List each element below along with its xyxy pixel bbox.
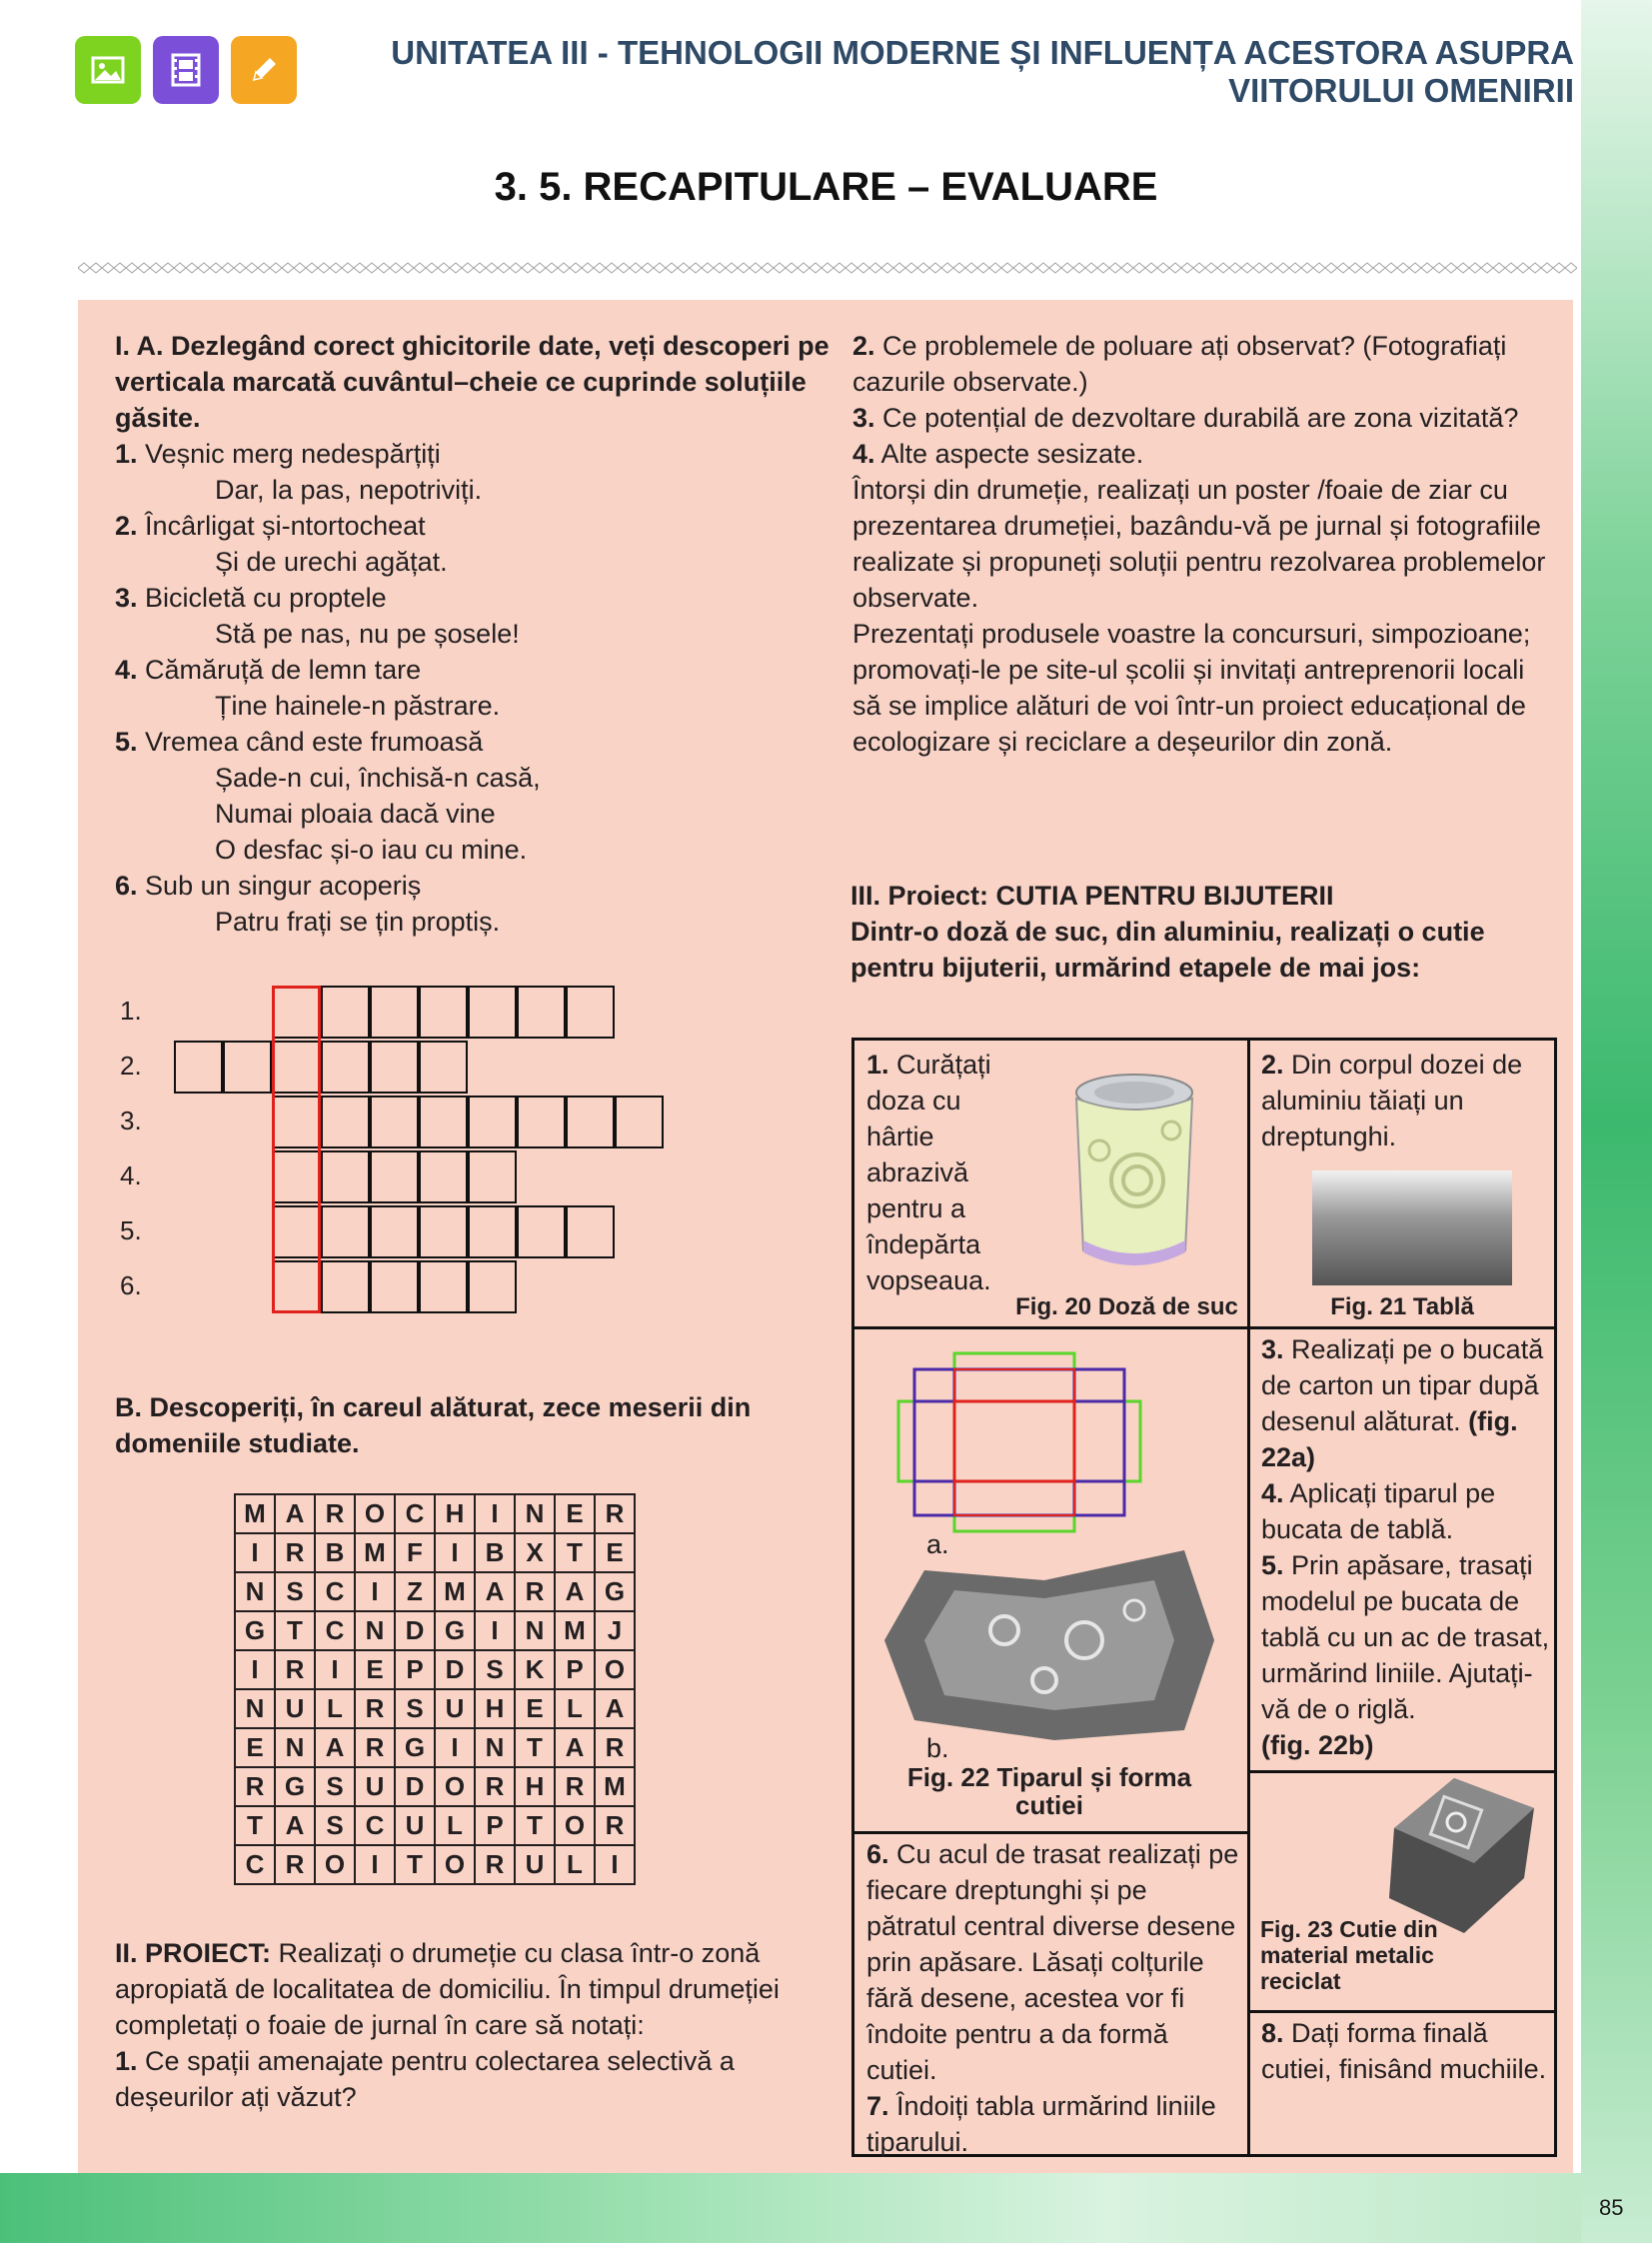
grid-letter: R: [475, 1767, 515, 1806]
grid-letter: U: [395, 1806, 435, 1845]
grid-letter: A: [275, 1494, 315, 1533]
fig23-caption: Fig. 23 Cutie din material metalic reciclat: [1260, 1916, 1438, 1994]
grid-letter: N: [275, 1728, 315, 1767]
grid-letter: I: [475, 1611, 515, 1650]
crossword-cell: [321, 1150, 370, 1203]
crossword-cell: [419, 986, 468, 1039]
grid-letter: R: [595, 1806, 635, 1845]
grid-letter: N: [355, 1611, 395, 1650]
page-number: 85: [1599, 2195, 1624, 2220]
crossword-cell: [321, 986, 370, 1039]
grid-letter: I: [355, 1845, 395, 1884]
fig22-caption: Fig. 22 Tiparul și forma cutiei: [906, 1762, 1192, 1820]
table-divider: [854, 1326, 1554, 1329]
step-1: 1. Curățați doza cu hârtie abrazivă pentru a îndepărta vopseaua.: [866, 1050, 991, 1295]
grid-letter: T: [515, 1806, 555, 1845]
crossword-cell: [517, 1096, 566, 1148]
grid-letter: D: [395, 1611, 435, 1650]
section-ii-intro: II. PROIECT: Realizați o drumeție cu clasa într-o zonă apropiată de localitatea de domiciliu. În timpul drumeției completați o foaie de jurnal în care să notați:: [115, 1938, 780, 2040]
grid-row: [235, 1650, 635, 1689]
grid-letter: C: [355, 1806, 395, 1845]
crossword-row-label: 5.: [120, 1215, 142, 1245]
crossword-row-label: 4.: [120, 1160, 142, 1190]
grid-letter: M: [435, 1572, 475, 1611]
riddle-line: Stă pe nas, nu pe șosele!: [215, 619, 520, 649]
journal-item: 1. Ce spații amenajate pentru colectarea selectivă a deșeurilor ați văzut?: [115, 2046, 735, 2112]
crossword-row-label: 6.: [120, 1270, 142, 1300]
crossword-cell: [321, 1260, 370, 1313]
grid-row: [235, 1728, 635, 1767]
grid-letter: E: [515, 1689, 555, 1728]
riddle-line: Și de urechi agățat.: [215, 547, 448, 577]
grid-letter: S: [315, 1806, 355, 1845]
grid-letter: J: [595, 1611, 635, 1650]
grid-letter: I: [435, 1728, 475, 1767]
grid-letter: K: [515, 1650, 555, 1689]
riddle-line: Ține hainele-n păstrare.: [215, 691, 501, 721]
journal-item: 3. Ce potențial de dezvoltare durabilă are zona vizitată?: [852, 403, 1519, 433]
grid-letter: N: [235, 1572, 275, 1611]
section-a-heading: I. A. Dezlegând corect ghicitorile date, veți descoperi pe verticala marcată cuvântul–cheie ce cuprinde soluțiile găsite.: [115, 331, 829, 433]
crossword-cell: [419, 1205, 468, 1258]
grid-letter: D: [435, 1650, 475, 1689]
grid-letter: H: [515, 1767, 555, 1806]
grid-letter: P: [475, 1806, 515, 1845]
riddle-line: 6. Sub un singur acoperiș: [115, 871, 422, 901]
grid-letter: I: [315, 1650, 355, 1689]
grid-letter: I: [235, 1533, 275, 1572]
grid-letter: T: [555, 1533, 595, 1572]
section-ii-paragraph: Prezentați produsele voastre la concursuri, simpozioane; promovați-le pe site-ul școlii și invitați antreprenorii locali să se implice alături de voi într-un proiect educațional de ecologizare și reciclare a deșeurilor din zonă.: [852, 619, 1531, 757]
image-icon[interactable]: [75, 36, 141, 104]
grid-letter: O: [355, 1494, 395, 1533]
grid-letter: N: [475, 1728, 515, 1767]
riddle-line: Patru frați se țin proptiș.: [215, 907, 501, 937]
grid-letter: G: [235, 1611, 275, 1650]
crossword-cell: [321, 1041, 370, 1094]
crossword-cell: [517, 1205, 566, 1258]
riddle-line: 3. Bicicletă cu proptele: [115, 583, 387, 613]
grid-letter: R: [355, 1728, 395, 1767]
grid-letter: F: [395, 1533, 435, 1572]
grid-letter: M: [355, 1533, 395, 1572]
grid-letter: L: [435, 1806, 475, 1845]
grid-letter: C: [395, 1494, 435, 1533]
grid-letter: R: [275, 1650, 315, 1689]
grid-row: [235, 1494, 635, 1533]
section-ii: [115, 1935, 815, 2115]
word-search-grid: [234, 1493, 636, 1885]
riddle-line: O desfac și-o iau cu mine.: [215, 835, 528, 865]
crossword-key-column: [272, 986, 321, 1313]
grid-letter: O: [555, 1806, 595, 1845]
grid-letter: E: [555, 1494, 595, 1533]
grid-letter: A: [475, 1572, 515, 1611]
riddle-line: 2. Încârligat și-ntortocheat: [115, 511, 426, 541]
label-a: a.: [926, 1529, 949, 1559]
project-steps-table: [851, 1038, 1557, 2157]
grid-letter: B: [475, 1533, 515, 1572]
grid-row: [235, 1806, 635, 1845]
crossword-cell: [419, 1041, 468, 1094]
grid-letter: S: [315, 1767, 355, 1806]
grid-letter: I: [595, 1845, 635, 1884]
grid-letter: O: [435, 1767, 475, 1806]
metal-sheet-image: [1312, 1170, 1512, 1285]
section-iii-title: III. Proiect: CUTIA PENTRU BIJUTERII: [850, 881, 1334, 911]
fig21-caption: Fig. 21 Tablă: [1330, 1293, 1474, 1320]
grid-letter: C: [235, 1845, 275, 1884]
crossword-cell: [419, 1260, 468, 1313]
table-divider: [1247, 1041, 1250, 2154]
grid-letter: M: [235, 1494, 275, 1533]
grid-row: [235, 1689, 635, 1728]
pencil-icon[interactable]: [231, 36, 297, 104]
grid-letter: R: [595, 1728, 635, 1767]
grid-letter: E: [595, 1533, 635, 1572]
grid-letter: O: [435, 1845, 475, 1884]
grid-letter: I: [435, 1533, 475, 1572]
film-icon[interactable]: [153, 36, 219, 104]
embossed-template-image: [884, 1550, 1224, 1740]
box-template-drawing: [894, 1345, 1214, 1535]
grid-letter: A: [275, 1806, 315, 1845]
section-iii-instruction: Dintr-o doză de suc, din aluminiu, realizați o cutie pentru bijuterii, urmărind etapele de mai jos:: [850, 917, 1485, 983]
unit-header: [360, 34, 1574, 110]
riddle-line: Șade-n cui, închisă-n casă,: [215, 763, 541, 793]
section-iii-heading: [850, 878, 1550, 986]
grid-letter: I: [355, 1572, 395, 1611]
crossword-cell: [566, 1096, 615, 1148]
grid-letter: R: [515, 1572, 555, 1611]
grid-letter: U: [515, 1845, 555, 1884]
crossword-cell: [370, 1096, 419, 1148]
decorative-divider: [78, 262, 1577, 274]
section-ii-continued: [852, 328, 1552, 760]
grid-letter: G: [435, 1611, 475, 1650]
grid-row: [235, 1572, 635, 1611]
grid-letter: H: [475, 1689, 515, 1728]
grid-letter: S: [475, 1650, 515, 1689]
riddle-line: Dar, la pas, nepotriviți.: [215, 475, 483, 505]
table-divider: [854, 1831, 1248, 1834]
crossword-cell: [615, 1096, 664, 1148]
unit-header-line2: VIITORULUI OMENIRII: [1228, 72, 1574, 109]
crossword-cell: [468, 986, 517, 1039]
decorative-side-strip: [1581, 0, 1652, 2243]
crossword-cell: [370, 1150, 419, 1203]
grid-letter: I: [235, 1650, 275, 1689]
crossword-cell: [370, 1205, 419, 1258]
page-title: 3. 5. RECAPITULARE – EVALUARE: [494, 165, 1158, 209]
decorative-bottom-strip: [0, 2173, 1581, 2243]
grid-letter: R: [355, 1689, 395, 1728]
grid-letter: G: [395, 1728, 435, 1767]
grid-letter: E: [355, 1650, 395, 1689]
grid-letter: I: [475, 1494, 515, 1533]
grid-letter: H: [435, 1494, 475, 1533]
grid-letter: N: [515, 1611, 555, 1650]
crossword-cell: [174, 1041, 223, 1094]
crossword-cell: [321, 1096, 370, 1148]
grid-letter: N: [235, 1689, 275, 1728]
grid-letter: S: [275, 1572, 315, 1611]
label-b: b.: [926, 1733, 949, 1763]
steps-3-5: 3. Realizați pe o bucată de carton un tipar după desenul alăturat. (fig. 22a) 4. Aplicați tiparul pe bucata de tablă. 5. Prin apăsare, trasați modelul pe bucata de tablă cu un ac de trasat, urmărind liniile. Ajutați-vă de o riglă. (fig. 22b): [1261, 1334, 1550, 1760]
grid-letter: O: [315, 1845, 355, 1884]
grid-letter: T: [275, 1611, 315, 1650]
grid-letter: E: [235, 1728, 275, 1767]
grid-letter: B: [315, 1533, 355, 1572]
crossword-cell: [370, 1260, 419, 1313]
riddle-line: Numai ploaia dacă vine: [215, 799, 496, 829]
grid-letter: R: [315, 1494, 355, 1533]
fig20-caption: Fig. 20 Doză de suc: [1015, 1293, 1238, 1320]
grid-letter: U: [435, 1689, 475, 1728]
crossword-cell: [468, 1260, 517, 1313]
grid-letter: G: [275, 1767, 315, 1806]
grid-letter: U: [275, 1689, 315, 1728]
grid-letter: T: [235, 1806, 275, 1845]
grid-letter: R: [555, 1767, 595, 1806]
grid-letter: C: [315, 1611, 355, 1650]
grid-letter: S: [395, 1689, 435, 1728]
crossword-cell: [419, 1096, 468, 1148]
crossword-cell: [566, 986, 615, 1039]
grid-letter: O: [595, 1650, 635, 1689]
grid-letter: P: [395, 1650, 435, 1689]
grid-letter: Z: [395, 1572, 435, 1611]
crossword-row-label: 3.: [120, 1106, 142, 1135]
grid-letter: A: [555, 1728, 595, 1767]
unit-header-line1: UNITATEA III - TEHNOLOGII MODERNE ȘI INFLUENȚA ACESTORA ASUPRA: [391, 34, 1574, 71]
grid-letter: L: [315, 1689, 355, 1728]
riddle-line: 1. Veșnic merg nedespărțiți: [115, 439, 441, 469]
grid-row: [235, 1533, 635, 1572]
grid-letter: U: [355, 1767, 395, 1806]
crossword-row-label: 1.: [120, 996, 142, 1026]
grid-row: [235, 1845, 635, 1884]
grid-letter: M: [555, 1611, 595, 1650]
crossword-cell: [223, 1041, 272, 1094]
section-b-heading: B. Descoperiți, în careul alăturat, zece meserii din domeniile studiate.: [115, 1392, 752, 1458]
grid-row: [235, 1767, 635, 1806]
crossword-cell: [468, 1096, 517, 1148]
grid-letter: C: [315, 1572, 355, 1611]
grid-letter: M: [595, 1767, 635, 1806]
riddle-line: 4. Cămăruță de lemn tare: [115, 655, 422, 685]
finished-box-image: [1374, 1768, 1544, 1938]
crossword-row-label: 2.: [120, 1051, 142, 1081]
grid-letter: A: [595, 1689, 635, 1728]
crossword-cell: [517, 986, 566, 1039]
steps-6-7: 6. Cu acul de trasat realizați pe fiecare dreptunghi și pe pătratul central diverse desene prin apăsare. Lăsați colțurile fără desene, acestea vor fi îndoite pentru a da formă cutiei. 7. Îndoiți tabla urmărind liniile tiparului.: [866, 1839, 1239, 2157]
crossword-cell: [321, 1205, 370, 1258]
grid-letter: R: [275, 1845, 315, 1884]
grid-letter: D: [395, 1767, 435, 1806]
grid-letter: T: [515, 1728, 555, 1767]
grid-row: [235, 1611, 635, 1650]
step-8: 8. Dați forma finală cutiei, finisând muchiile.: [1261, 2018, 1547, 2084]
grid-letter: R: [275, 1533, 315, 1572]
step-2: 2. Din corpul dozei de aluminiu tăiați un dreptunghi.: [1261, 1050, 1523, 1151]
grid-letter: T: [395, 1845, 435, 1884]
grid-letter: R: [595, 1494, 635, 1533]
journal-item: 4. Alte aspecte sesizate.: [852, 439, 1144, 469]
grid-letter: X: [515, 1533, 555, 1572]
grid-letter: L: [555, 1845, 595, 1884]
crossword-cell: [419, 1150, 468, 1203]
grid-letter: R: [475, 1845, 515, 1884]
grid-letter: R: [235, 1767, 275, 1806]
grid-letter: A: [315, 1728, 355, 1767]
crossword-cell: [468, 1150, 517, 1203]
grid-letter: G: [595, 1572, 635, 1611]
grid-letter: A: [555, 1572, 595, 1611]
crossword-cell: [566, 1205, 615, 1258]
grid-letter: P: [555, 1650, 595, 1689]
section-a: [115, 328, 834, 940]
crossword-cell: [370, 1041, 419, 1094]
table-divider: [1247, 2010, 1554, 2013]
soda-can-illustration: [1059, 1071, 1209, 1280]
section-ii-paragraph: Întorși din drumeție, realizați un poster /foaie de ziar cu prezentarea drumeției, bazându-vă pe jurnal și fotografiile realizate și propuneți soluții pentru rezolvarea problemelor observate.: [852, 475, 1546, 613]
journal-item: 2. Ce problemele de poluare ați observat? (Fotografiați cazurile observate.): [852, 331, 1507, 397]
crossword-cell: [468, 1205, 517, 1258]
crossword-cell: [370, 986, 419, 1039]
grid-letter: L: [555, 1689, 595, 1728]
grid-letter: N: [515, 1494, 555, 1533]
riddle-line: 5. Vremea când este frumoasă: [115, 727, 484, 757]
